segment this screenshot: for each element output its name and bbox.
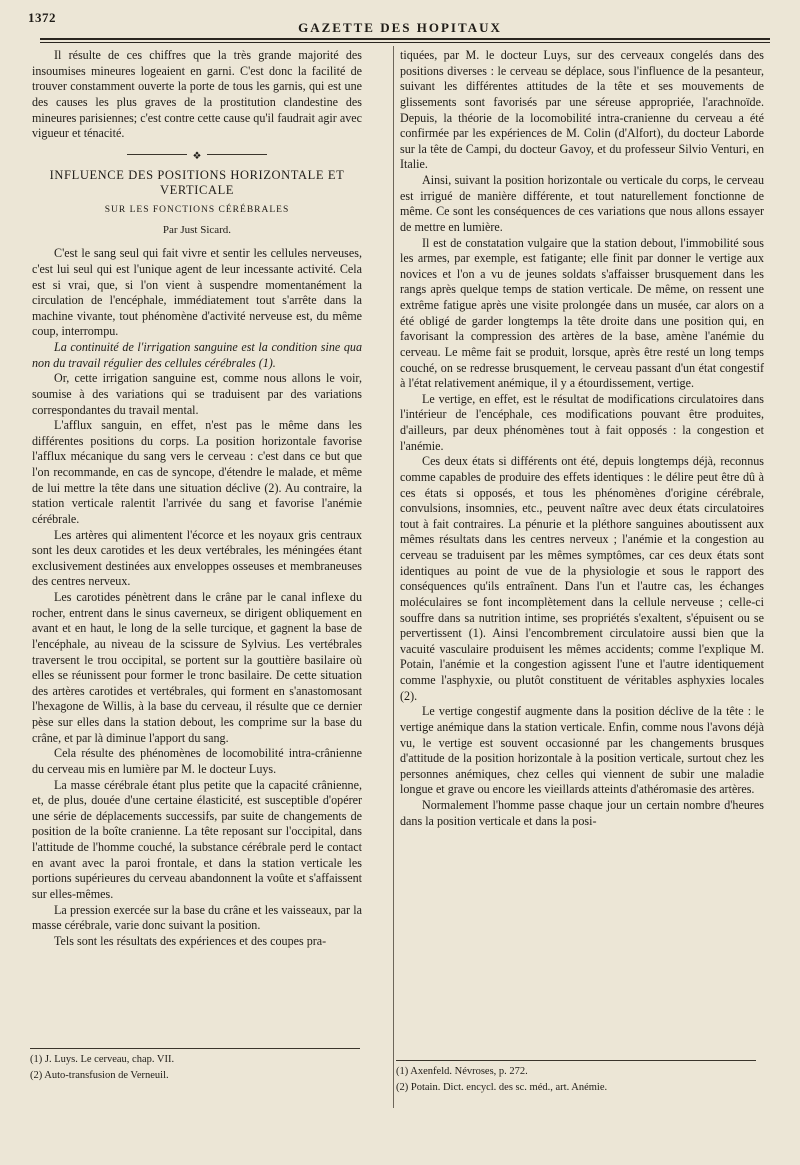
footnote-rule: [30, 1048, 360, 1049]
paragraph: Or, cette irrigation sanguine est, comme nous allons le voir, soumise à des variations qui se traduisent par des variations correspondantes du travail mental.: [32, 371, 362, 417]
paragraph: Ainsi, suivant la position horizontale ou verticale du corps, le cerveau est irrigué de manière différente, et tout naturellement fonctionne de même. Ce sont les conséquences de ces variations que nous allons essayer de mettre en lumière.: [400, 173, 764, 234]
left-column: [32, 48, 362, 949]
paragraph: Il est de constatation vulgaire que la station debout, l'immobilité sous les armes, par exemple, est fatigante; elle finit par donner le vertige aux novices et l'on a vu de jeunes soldats s'affaisser brusquement dans les rangs après quelque temps de station verticale. De même, on ressent une extrême fatigue après une visite prolongée dans un musée, car alors on a été obligé de garder longtemps la tête droite dans une position qui, en favorisant la compression des artères de la base, amène l'anémie du cerveau. Le même fait se produit, lorsque, après être resté un long temps couché, on se redresse brusquement, le cerveau passant d'un état congestif à l'état relativement anémique, il y a étourdissement, vertige.: [400, 235, 764, 391]
paragraph: C'est le sang seul qui fait vivre et sentir les cellules nerveuses, c'est lui seul qui est l'unique agent de leur incessante activité. Cela est si vrai, que, si l'on vient à suspendre momentanément la circulation de l'encéphale, immédiatement tout s'arrête dans la machine vivante, tout phénomène d'activité nerveuse est, du même coup, interrompu.: [32, 246, 362, 339]
running-head: GAZETTE DES HOPITAUX: [298, 20, 502, 35]
paragraph: L'afflux sanguin, en effet, n'est pas le même dans les différentes positions du corps. La position horizontale favorise l'afflux mécanique du sang vers le cerveau : c'est dans ce but que l'on recommande, en cas de syncope, d'étendre le malade, et même de lui mettre la tête dans une situation déclive (2). Au contraire, la station verticale ralentit l'arrivée du sang et favorise l'anémie cérébrale.: [32, 418, 362, 526]
paragraph: Les carotides pénètrent dans le crâne par le canal inflexe du rocher, entrent dans le sinus caverneux, se dirigent obliquement en avant et en haut, le long de la selle turcique, et gagnent la base de l'encéphale, au niveau de la scissure de Sylvius. Les vertébrales traversent le trou occipital, se portent sur la gouttière basilaire où elles se réunissent pour former le tronc basilaire. De cette situation des artères carotides et vertébrales, qui forment en s'anastomosant l'hexagone de Willis, à la base du cerveau, il résulte que ce dernier pèse sur elles dans la station debout, les comprime sur la base du crâne, et par là diminue l'apport du sang.: [32, 590, 362, 745]
page-number: 1372: [28, 10, 56, 25]
footnote: (1) Axenfeld. Névroses, p. 272.: [396, 1066, 528, 1077]
paragraph: La masse cérébrale étant plus petite que la capacité crânienne, et, de plus, douée d'une certaine élasticité, est susceptible d'opérer une série de déplacements successifs, par suite de changements de position de la boîte cranienne. La tête reposant sur l'occipital, dans l'attitude de l'homme couché, la substance cérébrale perd le contact en avant avec la paroi frontale, et dans la station verticale les portions supérieures du cerveau abandonnent la voûte et s'affaissent sur elles-mêmes.: [32, 777, 362, 901]
right-footnotes: [396, 1060, 756, 1097]
footnote: (2) Potain. Dict. encycl. des sc. méd., art. Anémie.: [396, 1082, 608, 1093]
intro-paragraph: Il résulte de ces chiffres que la très grande majorité des insoumises mineures logeaient en garni. C'est donc la facilité de trouver constamment ouverte la porte de tous les garnis, qui est une des causes les plus graves de la prostitution clandestine des mineures parisiennes; c'est contre cette cause qu'il faudrait agir avec vigueur et ténacité.: [32, 48, 362, 141]
section-author: Par Just Sicard.: [162, 223, 232, 236]
left-footnotes: [30, 1048, 360, 1085]
paragraph: Cela résulte des phénomènes de locomobilité intra-crânienne du cerveau mis en lumière par M. le docteur Luys.: [32, 746, 362, 776]
paragraph: Le vertige, en effet, est le résultat de modifications circulatoires dans l'intérieur de l'encéphale, ces modifications pouvant être produites, d'ailleurs, par deux phénomènes tout à fait opposés : la congestion et l'anémie.: [400, 391, 764, 453]
header-rule: [40, 38, 770, 43]
paragraph: Normalement l'homme passe chaque jour un certain nombre d'heures dans la position verticale et dans la posi-: [400, 798, 764, 828]
right-column: [400, 48, 764, 829]
section-subtitle: SUR LES FONCTIONS CÉRÉBRALES: [104, 205, 290, 215]
footnote: (1) J. Luys. Le cerveau, chap. VII.: [30, 1054, 175, 1065]
italic-paragraph: [32, 340, 362, 371]
paragraph: Tels sont les résultats des expériences et des coupes pra-: [54, 933, 327, 948]
paragraph: La pression exercée sur la base du crâne et les vaisseaux, par la masse cérébrale, varie donc suivant la position.: [32, 902, 362, 933]
paragraph: Ces deux états si différents ont été, depuis longtemps déjà, reconnus comme capables de produire des effets identiques : le délire peut être dû à ces états si opposés, et tous les phénomènes d'origine cérébrale, convulsions, insomnies, etc., peuvent naître avec deux états circulatoires tout à fait contraires. La pénurie et la pléthore sanguines aboutissent aux mêmes résultats dans les centres nerveux ; l'anémie et la congestion au cerveau se traduisent par les mêmes symptômes, car ces deux états sont identiques au point de vue de la physiologie et sous le rapport des conséquences qu'ils entraînent. Dans l'un et l'autre cas, les échanges moléculaires se font incomplètement dans la cellule nerveuse ; celle-ci souffre dans sa nutrition intime, ses propriétés s'exaltent, s'épuisent ou se pervertissent (1). Ainsi l'encombrement circulatoire aussi bien que la vacuité vasculaire produisent les mêmes accidents; comme l'explique M. Potain, l'anémie et la congestion agissent l'une et l'autre identiquement comme l'asphyxie, ou plutôt constituent de véritables asphyxies locales (2).: [400, 454, 764, 703]
paragraph: tiquées, par M. le docteur Luys, sur des cerveaux congelés dans des positions diverses : le cerveau se déplace, sous l'influence de la pesanteur, suivant les différentes attitudes de la tête et ses mouvements de glissements sont favorisés par une séreuse appropriée, l'arachnoïde. Depuis, la théorie de la locomobilité intra-cranienne du cerveau a été confirmée par les expériences de M. Colin (d'Alfort), du docteur Laborde sur la tête de Campi, du docteur Gavoy, et du professeur Silvio Venturi, en Italie.: [400, 48, 764, 172]
section-ornament: [32, 148, 362, 160]
footnote-rule: [396, 1060, 756, 1061]
footnote: (2) Auto-transfusion de Verneuil.: [30, 1070, 169, 1081]
paragraph: Le vertige congestif augmente dans la position déclive de la tête : le vertige anémique dans la station verticale. Enfin, comme nous l'avons déjà vu, le vertige est souvent occasionné par les changements brusques d'attitude de la position horizontale à la position verticale, surtout chez les personnes anémiques, chez celles qui viennent de subir une maladie longue et grave ou encore les vieillards atteints d'athéromasie des artères.: [400, 704, 764, 797]
italic-sentence: La continuité de l'irrigation sanguine est la condition sine qua non du travail régulier des cellules cérébrales (1).: [32, 340, 362, 370]
section-title: INFLUENCE DES POSITIONS HORIZONTALE ET VERTICALE: [49, 167, 345, 198]
column-divider: [393, 46, 394, 1108]
paragraph: Les artères qui alimentent l'écorce et les noyaux gris centraux sont les deux carotides et les deux vertébrales, les méningées étant exclusivement destinées aux enveloppes osseuses et membraneuses des centres nerveux.: [32, 527, 362, 589]
ornament-glyph: ❖: [187, 151, 208, 162]
